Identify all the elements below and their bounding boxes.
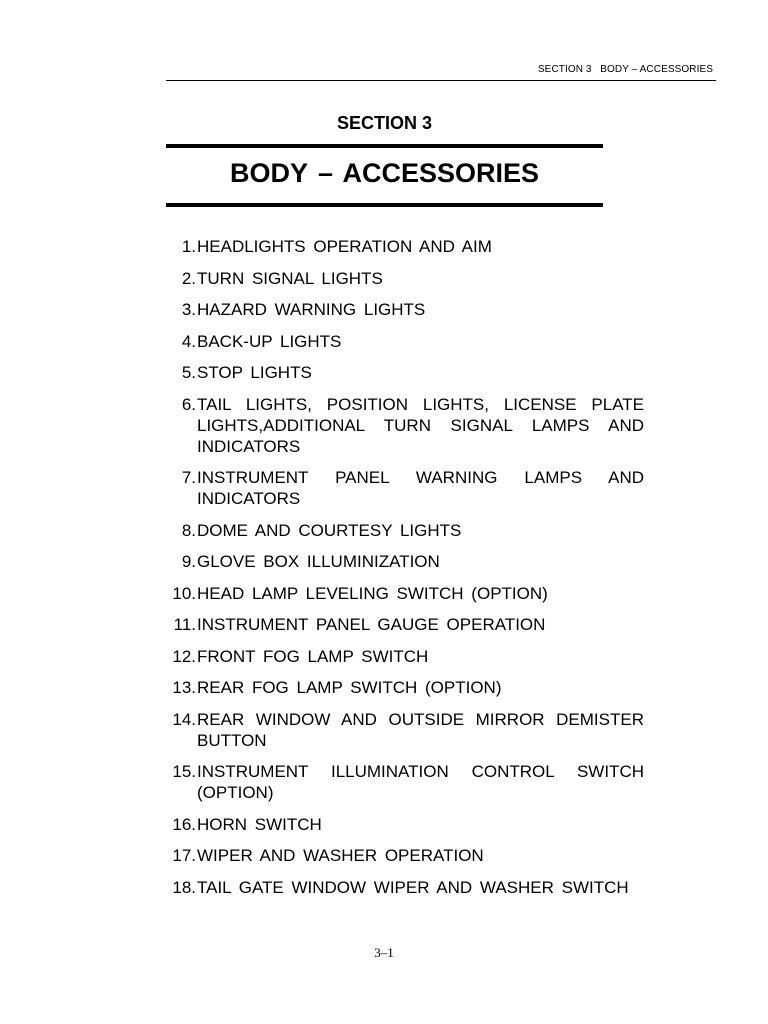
toc-item-number: 2. — [181, 268, 196, 288]
toc-item — [160, 709, 644, 751]
toc-item — [160, 814, 644, 835]
header-rule — [166, 80, 716, 81]
toc-item-text: REAR FOG LAMP SWITCH (OPTION) — [197, 678, 502, 697]
toc-item-number: 17. — [172, 846, 196, 865]
toc-item-number: 13. — [172, 678, 196, 697]
toc-item — [160, 583, 644, 604]
toc-item-text: HAZARD WARNING LIGHTS — [197, 300, 426, 319]
section-label: SECTION 3 — [336, 113, 433, 133]
toc-item-text: INSTRUMENT PANEL WARNING LAMPS AND INDICATORS — [197, 468, 644, 508]
toc-item — [160, 877, 644, 898]
toc-item-text: WIPER AND WASHER OPERATION — [197, 846, 484, 865]
toc-item-number: 11. — [173, 615, 196, 634]
toc-item-number: 3. — [181, 300, 196, 319]
toc-item-text: TURN SIGNAL LIGHTS — [197, 268, 383, 288]
toc-item — [160, 551, 644, 572]
toc-item-text: STOP LIGHTS — [197, 363, 312, 382]
title-rule-bottom — [166, 203, 603, 207]
toc-item-number: 14. — [172, 709, 196, 729]
toc-item-text: BACK-UP LIGHTS — [197, 331, 342, 351]
toc-item — [160, 362, 644, 383]
toc-item-text: DOME AND COURTESY LIGHTS — [197, 520, 462, 540]
toc-item — [160, 299, 644, 320]
toc-item — [160, 845, 644, 866]
toc-item-number: 15. — [172, 762, 196, 781]
toc-item-text: FRONT FOG LAMP SWITCH — [197, 646, 429, 666]
toc-item-text: HEADLIGHTS OPERATION AND AIM — [197, 237, 492, 256]
toc-item-text: HORN SWITCH — [197, 814, 322, 834]
toc-item-number: 16. — [172, 814, 196, 834]
toc-item-text: INSTRUMENT PANEL GAUGE OPERATION — [197, 615, 546, 634]
toc-item-number: 4. — [181, 331, 196, 351]
toc-item-number: 7. — [181, 468, 196, 487]
toc-item — [160, 614, 644, 635]
running-header: SECTION 3 BODY – ACCESSORIES — [537, 64, 713, 75]
toc-item — [160, 677, 644, 698]
toc-item-text: TAIL GATE WINDOW WIPER AND WASHER SWITCH — [197, 877, 629, 897]
toc-item — [160, 268, 644, 289]
toc-item-number: 8. — [181, 520, 196, 540]
toc-item-text: INSTRUMENT ILLUMINATION CONTROL SWITCH (OPTION) — [197, 762, 644, 802]
toc-item — [160, 467, 644, 509]
section-title: BODY – ACCESSORIES — [229, 158, 540, 188]
toc-item-text: HEAD LAMP LEVELING SWITCH (OPTION) — [197, 583, 548, 603]
toc-item-number: 12. — [172, 646, 196, 666]
toc-item-number: 9. — [181, 552, 196, 571]
toc-item-text: REAR WINDOW AND OUTSIDE MIRROR DEMISTER BUTTON — [197, 709, 644, 750]
toc-item-number: 6. — [181, 394, 196, 414]
toc-item-number: 18. — [172, 877, 196, 897]
toc-item — [160, 394, 644, 457]
table-of-contents — [160, 236, 644, 908]
toc-item — [160, 761, 644, 803]
toc-item — [160, 520, 644, 541]
toc-item-number: 5. — [181, 363, 196, 382]
toc-item-text: TAIL LIGHTS, POSITION LIGHTS, LICENSE PLATE LIGHTS,ADDITIONAL TURN SIGNAL LAMPS AND INDICATORS — [197, 394, 644, 456]
toc-item — [160, 331, 644, 352]
page-number: 3–1 — [374, 945, 394, 960]
title-rule-top — [166, 144, 603, 148]
toc-item-text: GLOVE BOX ILLUMINIZATION — [197, 552, 440, 571]
toc-item-number: 1. — [181, 237, 196, 256]
toc-item-number: 10. — [172, 583, 196, 603]
toc-item — [160, 646, 644, 667]
toc-item — [160, 236, 644, 257]
